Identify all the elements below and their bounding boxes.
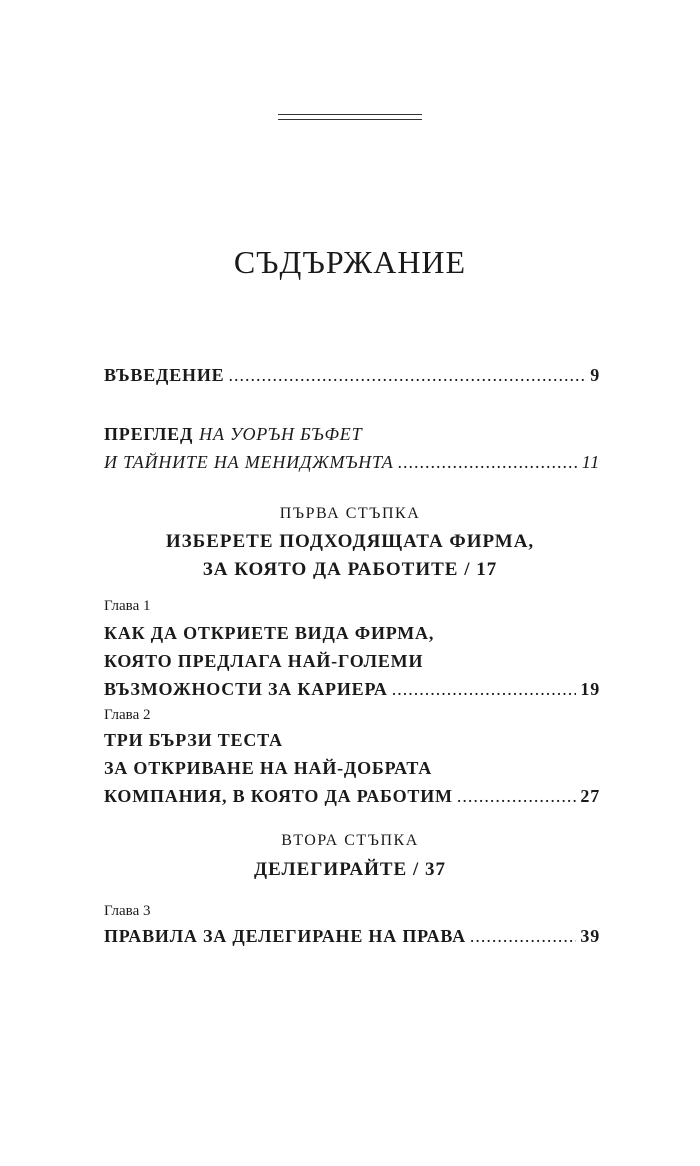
chapter-label: Глава 2 — [104, 707, 151, 723]
toc-entry-label-italic: НА УОРЪН БЪФЕТ — [199, 424, 363, 444]
step-label: ПЪРВА СТЪПКА — [279, 505, 421, 522]
toc-entry-chapter-2[interactable] — [104, 726, 600, 810]
chapter-label: Глава 1 — [104, 598, 151, 614]
step-label: ВТОРА СТЪПКА — [281, 832, 419, 849]
leader-dots — [457, 782, 577, 810]
page-number: 9 — [590, 365, 600, 385]
toc-entry-label-bold: ПРЕГЛЕД — [104, 424, 194, 444]
page-number: 11 — [581, 452, 600, 472]
toc-entry-line: КОЯТО ПРЕДЛАГА НАЙ-ГОЛЕМИ — [104, 651, 424, 671]
toc-entry-chapter-1[interactable] — [104, 619, 600, 703]
page-number: 39 — [580, 926, 600, 946]
step-title-line[interactable]: ЗА КОЯТО ДА РАБОТИТЕ / 17 — [202, 559, 498, 580]
step-title-line[interactable]: ДЕЛЕГИРАЙТЕ / 37 — [254, 859, 446, 880]
page-title: СЪДЪРЖАНИЕ — [233, 244, 467, 280]
leader-dots — [398, 448, 578, 476]
toc-entry-line: ТРИ БЪРЗИ ТЕСТА — [104, 730, 283, 750]
toc-entry-overview[interactable] — [104, 420, 600, 476]
toc-entry-line: КОМПАНИЯ, В КОЯТО ДА РАБОТИМ — [104, 786, 453, 806]
toc-entry-label-italic: И ТАЙНИТЕ НА МЕНИДЖМЪНТА — [104, 452, 394, 472]
leader-dots — [470, 922, 576, 950]
decorative-double-rule — [278, 114, 422, 120]
leader-dots — [392, 675, 577, 703]
toc-entry-label: ВЪВЕДЕНИЕ — [104, 365, 225, 385]
toc-entry-intro[interactable] — [104, 361, 600, 389]
toc-entry-line: ПРАВИЛА ЗА ДЕЛЕГИРАНЕ НА ПРАВА — [104, 926, 466, 946]
leader-dots — [228, 361, 586, 389]
toc-entry-line: КАК ДА ОТКРИЕТЕ ВИДА ФИРМА, — [104, 623, 435, 643]
toc-entry-line: ВЪЗМОЖНОСТИ ЗА КАРИЕРА — [104, 679, 388, 699]
step-title-line[interactable]: ИЗБЕРЕТЕ ПОДХОДЯЩАТА ФИРМА, — [165, 531, 535, 552]
chapter-label: Глава 3 — [104, 903, 151, 919]
page-number: 19 — [580, 679, 600, 699]
toc-entry-line: ЗА ОТКРИВАНЕ НА НАЙ-ДОБРАТА — [104, 758, 433, 778]
page-number: 27 — [580, 786, 600, 806]
toc-entry-chapter-3[interactable] — [104, 922, 600, 950]
